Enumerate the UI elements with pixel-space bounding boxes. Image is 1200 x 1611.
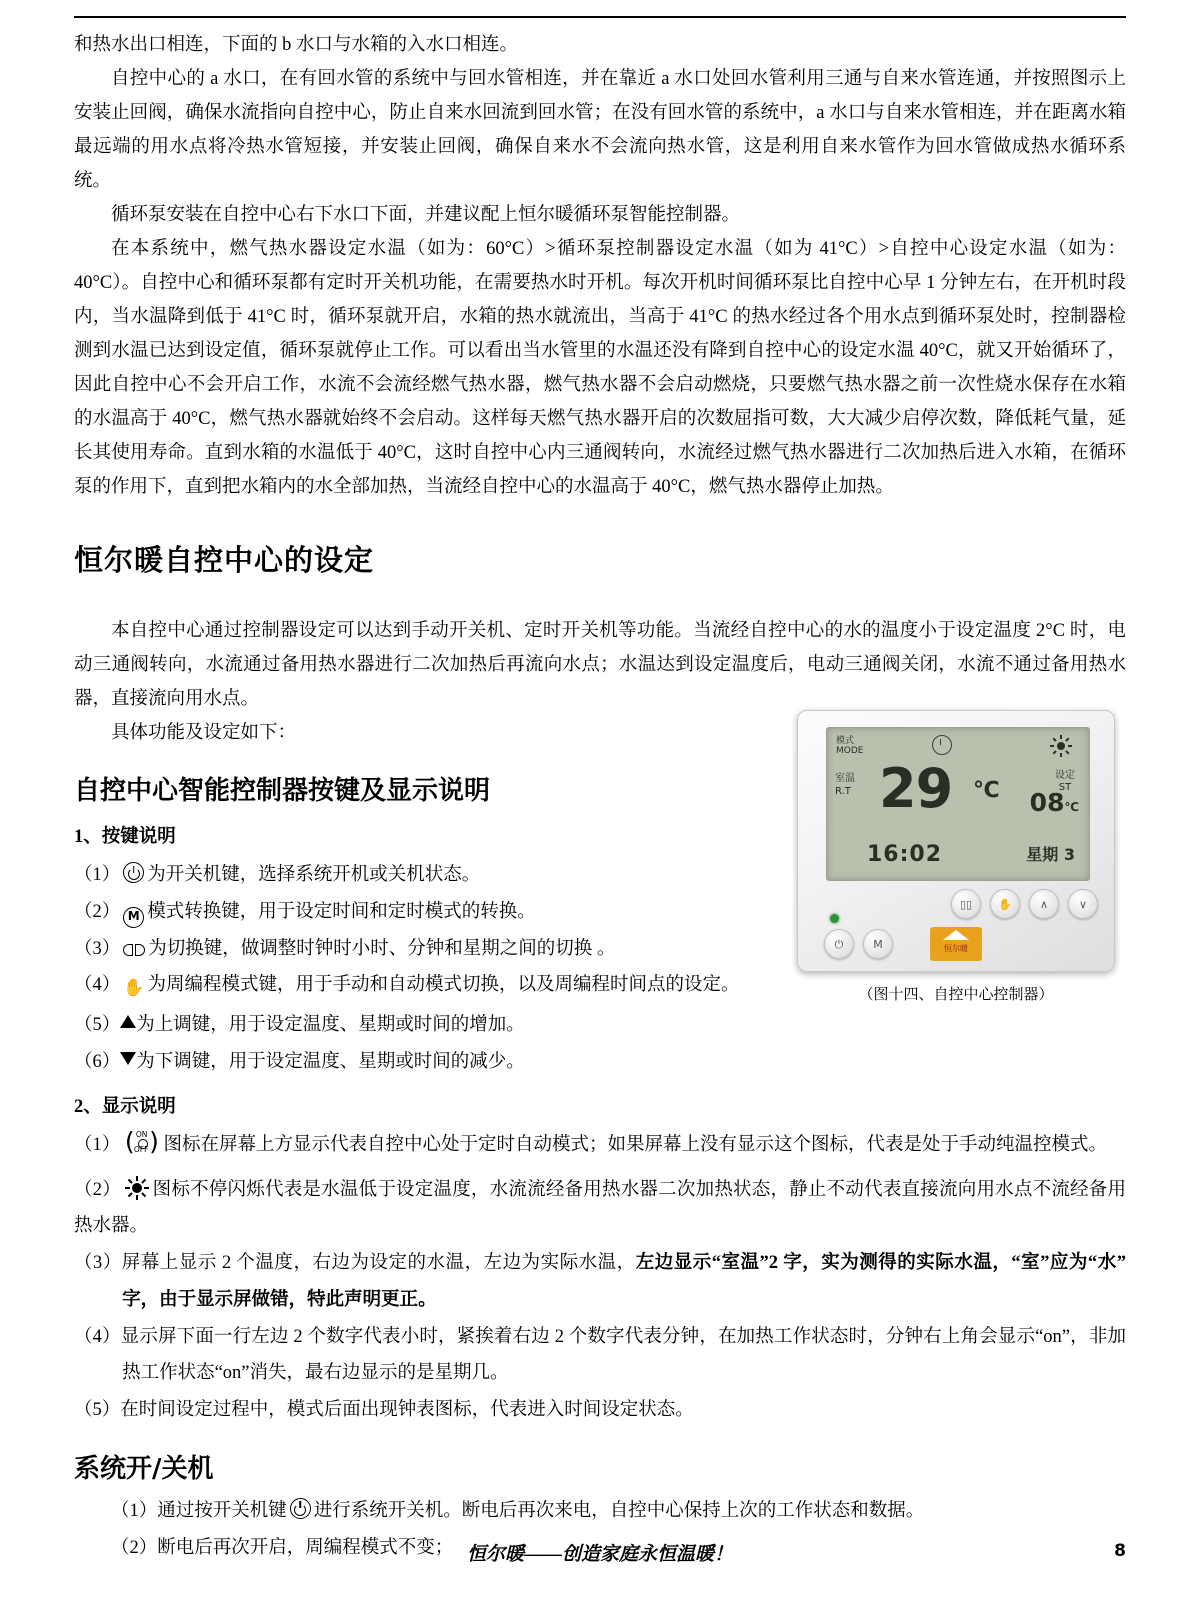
key-item-6: [74, 1043, 774, 1080]
power-item-1-no: （1）: [111, 1500, 158, 1521]
display-item-3-no: （3）: [74, 1252, 122, 1273]
subheading-display-desc: 2、显示说明: [74, 1096, 176, 1117]
figure-caption: （图十四、自控中心控制器）: [858, 987, 1054, 1003]
top-rule: [74, 16, 1126, 18]
hand-program-icon: ✋: [123, 978, 145, 998]
key-item-6-text: 为下调键，用于设定温度、星期或时间的减少。: [136, 1051, 525, 1072]
display-item-3-text-bold: 左边显示“室温”2 字，实为测得的实际水温，“室”应为“水”字，由于显示屏做错，特此声明更正。: [122, 1252, 1126, 1310]
mode-m-icon: M: [123, 907, 144, 928]
controller-figure: [786, 710, 1126, 1006]
key-item-5: [74, 1006, 774, 1043]
section-heading-setting: 恒尔暖自控中心的设定: [74, 543, 375, 577]
power-item-2-no: （2）: [111, 1537, 158, 1558]
key-item-1-text: 为开关机键，选择系统开机或关机状态。: [147, 864, 481, 885]
lcd-clock-time: 16:02: [867, 842, 943, 867]
lcd-current-temperature-unit: ℃: [973, 778, 1000, 803]
display-item-4: [74, 1318, 1126, 1392]
setting-paragraph-1: 本自控中心通过控制器设定可以达到手动开关机、定时开关机等功能。当流经自控中心的水的温度小于设定温度 2°C 时，电动三通阀转向，水流通过备用热水器进行二次加热后再流向水点；水温达到设定温度后，电动三通阀关闭，水流不通过备用热水器，直接流向用水点。: [74, 621, 1126, 709]
subheading-key-desc: 1、按键说明: [74, 827, 176, 847]
power-item-1-pre: 通过按开关机键: [157, 1500, 287, 1521]
key-item-5-no: （5）: [74, 1015, 121, 1035]
section-heading-power: 系统开/关机: [74, 1453, 214, 1484]
paragraph-2: 自控中心的 a 水口，在有回水管的系统中与回水管相连，并在靠近 a 水口处回水管利用三通与自来水管连通，并按照图示上安装止回阀，确保水流指向自控中心，防止自来水回流到回水管；在没有回水管的系统中，a 水口与自来水管相连，并在距离水箱最远端的用水点将冷热水管短接，并安装止回阀，确保自来水不会流向热水管，这是利用自来水管作为回水管做成热水循环系统。: [74, 69, 1126, 191]
display-item-1-text: 图标在屏幕上方显示代表自控中心处于定时自动模式；如果屏幕上没有显示这个图标，代表是处于手动纯温控模式。: [163, 1134, 1108, 1155]
display-item-3-text-plain: 屏幕上显示 2 个温度，右边为设定的水温，左边为实际水温，: [121, 1252, 636, 1273]
display-item-2: [74, 1171, 1126, 1245]
lcd-weekday: 星期 3: [1026, 845, 1075, 864]
key-item-1: [74, 856, 774, 893]
page-number: 8: [1114, 1541, 1126, 1561]
button-switch-key[interactable]: ▯▯: [951, 889, 981, 919]
sun-icon: [126, 1177, 148, 1199]
footer-slogan: 恒尔暖——创造家庭永恒温暖！: [466, 1544, 733, 1565]
paragraph-1: 和热水出口相连，下面的 b 水口与水箱的入水口相连。: [74, 35, 519, 55]
power-item-1: [74, 1492, 1126, 1529]
lcd-sun-icon: [1051, 736, 1071, 756]
display-item-5-no: （5）: [74, 1399, 121, 1420]
key-item-3-text: 为切换键，做调整时钟时小时、分钟和星期之间的切换 。: [148, 938, 616, 959]
display-item-2-text: 图标不停闪烁代表是水温低于设定温度，水流流经备用热水器二次加热状态，静止不动代表直接流向用水点不流经备用热水器。: [74, 1179, 1127, 1236]
button-power-key[interactable]: ⏻: [824, 929, 854, 959]
section-heading-keys: 自控中心智能控制器按键及显示说明: [74, 776, 491, 806]
lcd-set-temp-label: 设定 ST: [1055, 770, 1075, 793]
key-item-2: [74, 893, 774, 930]
power-item-1-post: 进行系统开关机。断电后再次来电，自控中心保持上次的工作状态和数据。: [313, 1500, 925, 1521]
paragraph-3: 循环泵安装在自控中心右下水口下面，并建议配上恒尔暖循环泵智能控制器。: [111, 205, 741, 225]
button-up-key[interactable]: ∧: [1029, 889, 1059, 919]
controller-device: [797, 710, 1115, 972]
controller-lcd-screen: [826, 727, 1090, 881]
lcd-set-temperature: 08℃: [1029, 788, 1079, 817]
brand-logo: 恒尔暖: [930, 927, 982, 961]
on-off-clock-icon: ( ON OFF ): [124, 1126, 159, 1156]
lcd-current-temperature: 29: [879, 757, 953, 820]
lcd-mode-label: 模式 MODE: [836, 736, 864, 756]
display-item-4-text: 显示屏下面一行左边 2 个数字代表小时，紧挨着右边 2 个数字代表分钟，在加热工作状态时，分钟右上角会显示“on”，非加热工作状态“on”消失，最右边显示的是星期几。: [120, 1326, 1126, 1383]
button-down-key[interactable]: ∨: [1068, 889, 1098, 919]
controller-button-row-lower: [824, 929, 893, 959]
display-item-2-no: （2）: [74, 1179, 121, 1200]
key-item-6-no: （6）: [74, 1051, 121, 1072]
key-item-3-no: （3）: [74, 938, 121, 959]
key-item-2-text: 模式转换键，用于设定时间和定时模式的转换。: [147, 901, 536, 922]
button-program-key[interactable]: ✋: [990, 889, 1020, 919]
key-item-4-no: （4）: [74, 975, 121, 995]
page-footer: [74, 1539, 1126, 1569]
power-item-2-post: 断电后再次开启，周编程模式不变；: [157, 1537, 454, 1558]
book-switch-icon: [123, 944, 145, 957]
display-item-4-no: （4）: [74, 1326, 121, 1347]
key-item-2-no: （2）: [74, 901, 121, 922]
display-item-5-text: 在时间设定过程中，模式后面出现钟表图标，代表进入时间设定状态。: [120, 1399, 694, 1420]
display-item-1-no: （1）: [74, 1134, 121, 1155]
power-icon: [123, 862, 144, 883]
display-item-5: [74, 1391, 1126, 1428]
display-item-3: [74, 1244, 1126, 1318]
key-item-5-text: 为上调键，用于设定温度、星期或时间的增加。: [136, 1015, 525, 1035]
button-mode-key[interactable]: M: [863, 929, 893, 959]
key-item-4-text: 为周编程模式键，用于手动和自动模式切换，以及周编程时间点的设定。: [147, 975, 740, 995]
key-item-3: [74, 930, 774, 967]
power-icon: [290, 1498, 311, 1519]
lcd-clock-icon: [932, 735, 952, 755]
triangle-down-icon: [120, 1052, 136, 1065]
triangle-up-icon: [120, 1015, 136, 1028]
display-item-1: [74, 1126, 1126, 1163]
lcd-room-temp-label: 室温 R.T: [835, 773, 855, 797]
controller-button-row-upper: [820, 889, 1098, 919]
paragraph-4: 在本系统中，燃气热水器设定水温（如为：60°C）>循环泵控制器设定水温（如为 41°C）>自控中心设定水温（如为：40°C）。自控中心和循环泵都有定时开关机功能，在需要热水时开机。每次开机时间循环泵比自控中心早 1 分钟左右，在开机时段内，当水温降到低于 41°C 时，循环泵就开启，水箱的热水就流出，当高于 41°C 的热水经过各个用水点到循环泵处时，控制器检测到水温已达到设定值，循环泵就停止工作。可以看出当水管里的水温还没有降到自控中心的设定水温 40°C，就又开始循环了，因此自控中心不会开启工作，水流不会流经燃气热水器，燃气热水器不会启动燃烧，只要燃气热水器之前一次性烧水保存在水箱的水温高于 40°C，燃气热水器就始终不会启动。这样每天燃气热水器开启的次数屈指可数，大大减少启停次数，降低耗气量，延长其使用寿命。直到水箱的水温低于 40°C，这时自控中心内三通阀转向，水流经过燃气热水器进行二次加热后进入水箱，在循环泵的作用下，直到把水箱内的水全部加热，当流经自控中心的水温高于 40°C，燃气热水器停止加热。: [74, 239, 1126, 497]
setting-paragraph-2: 具体功能及设定如下：: [111, 723, 297, 743]
key-item-1-no: （1）: [74, 864, 121, 885]
key-item-4: [74, 966, 774, 1006]
